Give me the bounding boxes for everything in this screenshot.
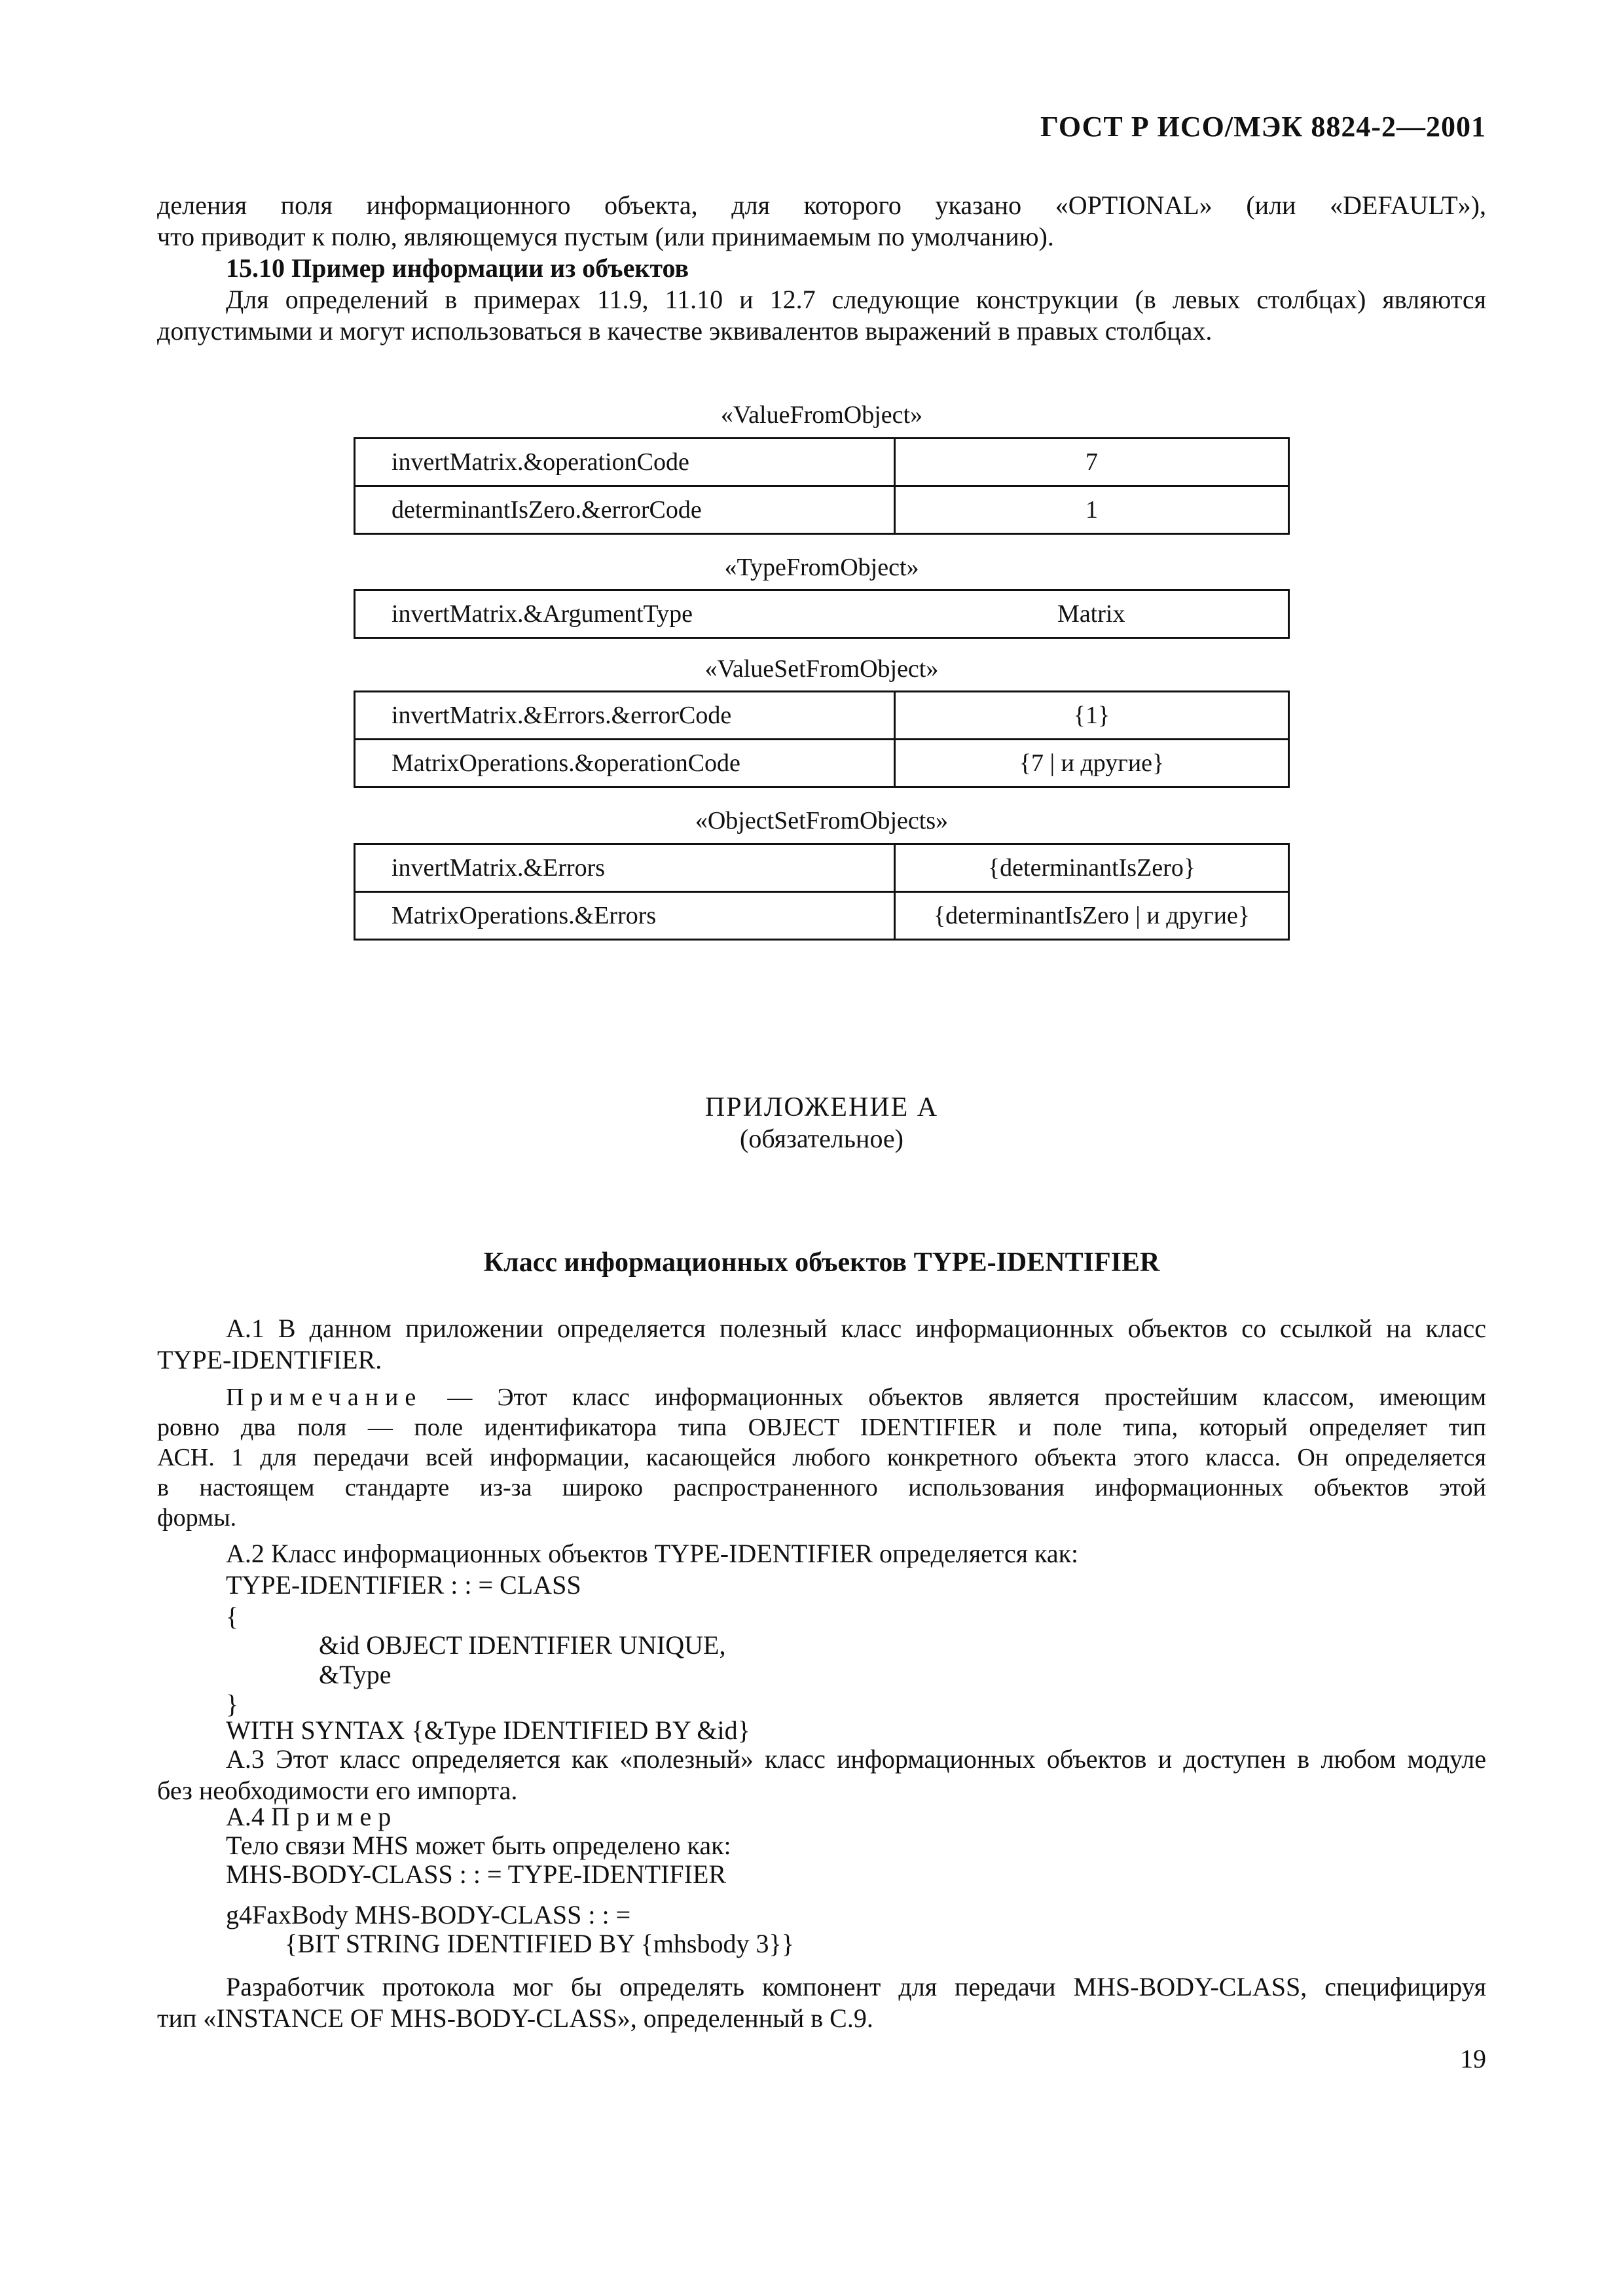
table-row	[355, 692, 1289, 740]
final-line-2: тип «INSTANCE OF MHS-BODY-CLASS», определенный в C.9.	[157, 2003, 873, 2033]
a4-code-line-3: {BIT STRING IDENTIFIED BY {mhsbody 3}}	[285, 1929, 794, 1958]
table-value-set-from-object	[354, 691, 1290, 788]
annex-section-title: Класс информационных объектов TYPE-IDENTIFIER	[483, 1247, 1160, 1278]
table-row	[355, 892, 1289, 940]
table-cell: 1	[895, 486, 1289, 534]
caption-type-from-object: «TypeFromObject»	[724, 554, 919, 581]
a4-code-line-1: MHS-BODY-CLASS : : = TYPE-IDENTIFIER	[226, 1859, 727, 1889]
a4-line-1: Тело связи MHS может быть определено как:	[226, 1831, 731, 1860]
document-header: ГОСТ Р ИСО/МЭК 8824-2—2001	[1040, 111, 1486, 143]
table-value-from-object	[354, 437, 1290, 535]
a4-heading	[226, 1801, 397, 1833]
a4-label: Пример	[270, 1802, 398, 1831]
intro-line-2: что приводит к полю, являющемуся пустым (или принимаемым по умолчанию).	[157, 222, 1054, 251]
a2-code-line-4: &Type	[319, 1660, 392, 1689]
note-line-5: формы.	[157, 1504, 237, 1532]
intro-line-1: деления поля информационного объекта, для которого указано «OPTIONAL» (или «DEFAULT»),	[157, 190, 1486, 220]
table-row	[355, 486, 1289, 534]
a2-code-line-1: TYPE-IDENTIFIER : : = CLASS	[226, 1570, 581, 1600]
table-cell: MatrixOperations.&Errors	[355, 892, 895, 940]
table-row	[355, 439, 1289, 486]
caption-value-from-object: «ValueFromObject»	[720, 401, 923, 429]
table-cell: MatrixOperations.&operationCode	[355, 740, 895, 787]
a1-line-1: A.1 В данном приложении определяется полезный класс информационных объектов со ссылкой на класс	[226, 1314, 1486, 1343]
a2-code-line-5: }	[226, 1689, 239, 1719]
table-cell: 7	[895, 439, 1289, 486]
final-line-1: Разработчик протокола мог бы определять компонент для передачи MHS-BODY-CLASS, специфицируя	[226, 1972, 1486, 2001]
note-paragraph	[157, 1382, 1486, 1533]
a1-line-2: TYPE-IDENTIFIER.	[157, 1345, 382, 1374]
table-type-from-object	[354, 589, 1290, 639]
note-label: Примечание	[226, 1384, 423, 1411]
table-cell: Matrix	[895, 590, 1289, 638]
table-object-set-from-objects	[354, 843, 1290, 941]
a2-code-line-2: {	[226, 1602, 239, 1631]
a2-code-line-3: &id OBJECT IDENTIFIER UNIQUE,	[319, 1630, 726, 1660]
table-cell: {determinantIsZero}	[895, 844, 1289, 892]
annex-subtitle: (обязательное)	[740, 1124, 903, 1153]
page-number: 19	[1460, 2044, 1486, 2073]
section-heading-15-10: 15.10 Пример информации из объектов	[226, 253, 689, 283]
table-cell: invertMatrix.&ArgumentType	[355, 590, 895, 638]
table-cell: determinantIsZero.&errorCode	[355, 486, 895, 534]
paragraph-a3	[157, 1744, 1486, 1806]
note-line-1-text: — Этот класс информационных объектов является простейшим классом, имеющим	[422, 1384, 1486, 1411]
intro-line-4: допустимыми и могут использоваться в качестве эквивалентов выражений в правых столбцах.	[157, 316, 1213, 346]
table-cell: invertMatrix.&operationCode	[355, 439, 895, 486]
table-row	[355, 740, 1289, 787]
table-cell: {7 | и другие}	[895, 740, 1289, 787]
table-cell: {1}	[895, 692, 1289, 740]
caption-value-set-from-object: «ValueSetFromObject»	[704, 655, 939, 683]
paragraph-a1	[157, 1313, 1486, 1376]
intro-paragraph	[157, 190, 1486, 347]
note-line-4: в настоящем стандарте из-за широко распространенного использования информационных объектов этой	[157, 1474, 1486, 1501]
table-row	[355, 590, 1289, 638]
note-line-1	[157, 1382, 1486, 1412]
a3-line-1: A.3 Этот класс определяется как «полезный» класс информационных объектов и доступен в любом модуле	[226, 1744, 1486, 1774]
table-row	[355, 844, 1289, 892]
caption-object-set-from-objects: «ObjectSetFromObjects»	[695, 807, 949, 834]
note-line-2: ровно два поля — поле идентификатора типа OBJECT IDENTIFIER и поле типа, который определяет тип	[157, 1414, 1486, 1441]
intro-line-3: Для определений в примерах 11.9, 11.10 и 12.7 следующие конструкции (в левых столбцах) являются	[226, 285, 1486, 314]
table-cell: invertMatrix.&Errors	[355, 844, 895, 892]
table-cell: invertMatrix.&Errors.&errorCode	[355, 692, 895, 740]
annex-title: ПРИЛОЖЕНИЕ А	[704, 1092, 939, 1122]
a2-line-1: A.2 Класс информационных объектов TYPE-IDENTIFIER определяется как:	[226, 1539, 1079, 1568]
final-paragraph	[157, 1971, 1486, 2034]
a4-code-line-2: g4FaxBody MHS-BODY-CLASS : : =	[226, 1900, 631, 1929]
table-cell: {determinantIsZero | и другие}	[895, 892, 1289, 940]
a3-line-2: без необходимости его импорта.	[157, 1776, 518, 1805]
a4-number: A.4	[226, 1802, 271, 1831]
a2-code-line-6: WITH SYNTAX {&Type IDENTIFIED BY &id}	[226, 1715, 750, 1745]
note-line-3: АСН. 1 для передачи всей информации, касающейся любого конкретного объекта этого класса. Он определяется	[157, 1444, 1486, 1471]
